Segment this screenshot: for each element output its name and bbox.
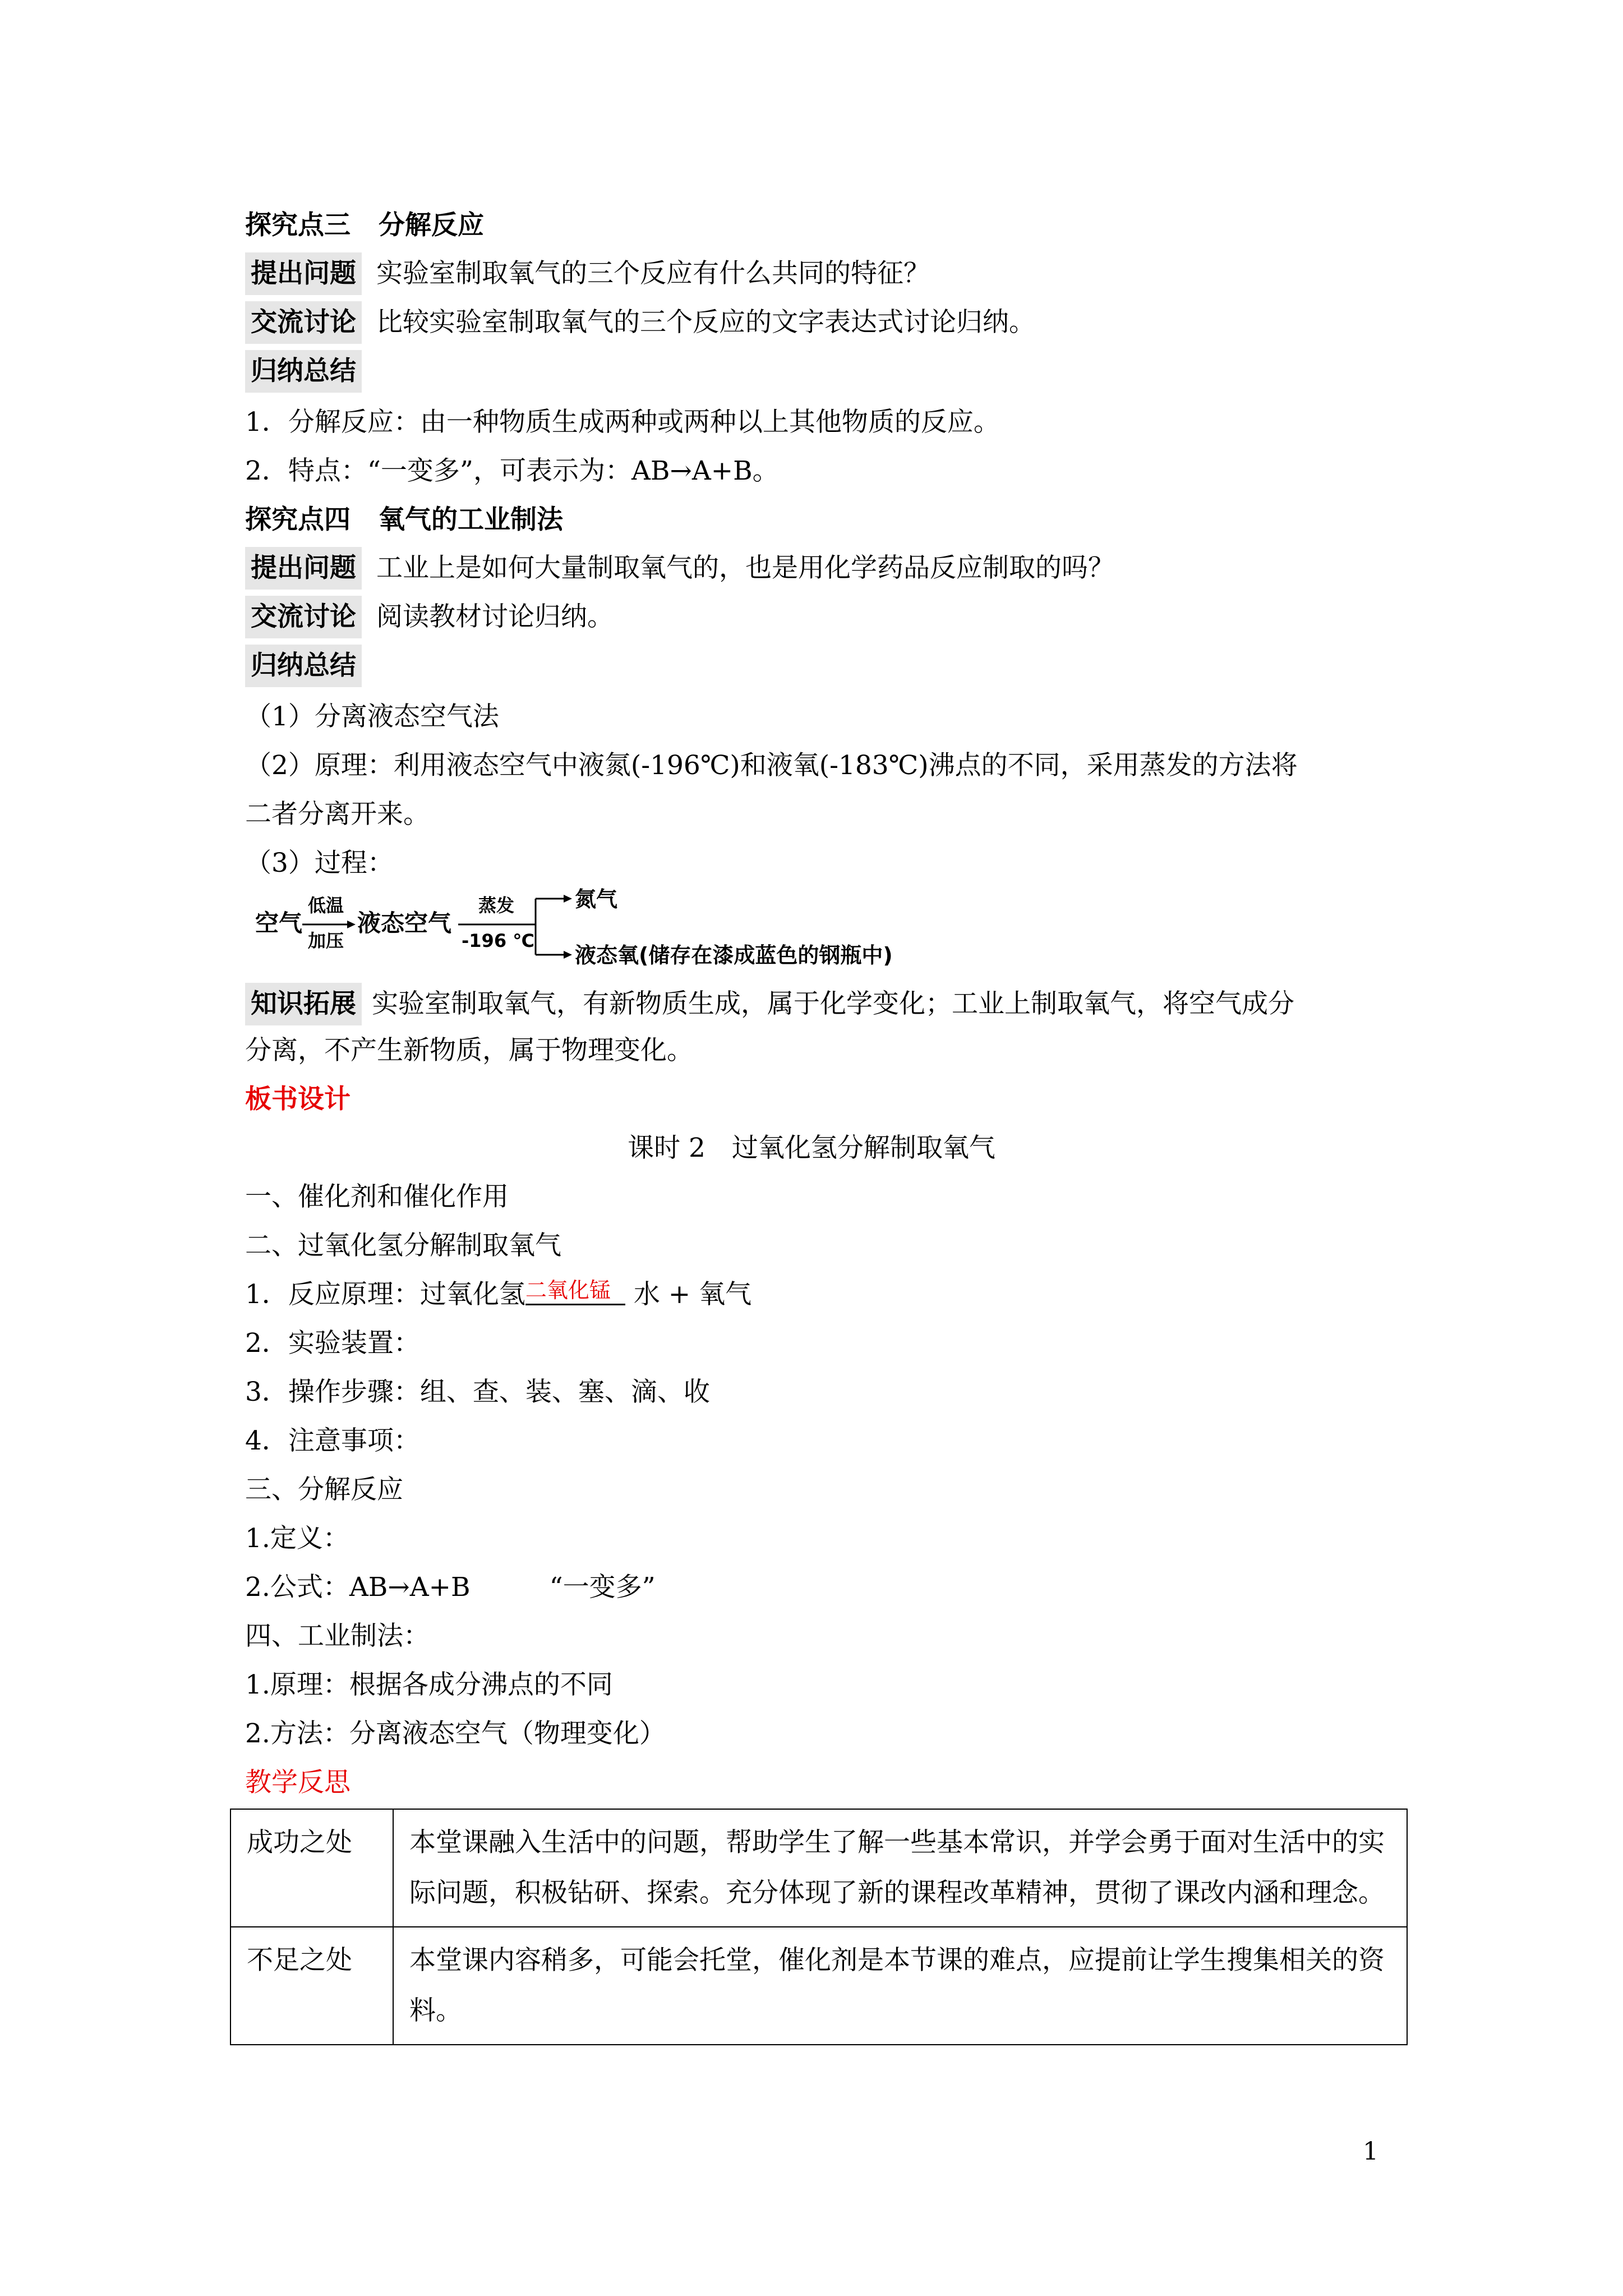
board-line-7: 三、分解反应 [245,1474,403,1505]
tag-raise-question: 提出问题 [245,252,362,295]
tag-discussion: 交流讨论 [245,596,362,638]
reflection-text-success: 本堂课融入生活中的问题，帮助学生了解一些基本常识，并学会勇于面对生活中的实际问题，积极钻研、探索。充分体现了新的课程改革精神，贯彻了课改内涵和理念。 [393,1809,1407,1927]
board-line-9: 2.公式：AB→A+B “一变多” [245,1572,656,1603]
section4-point-2a: （2）原理：利用液态空气中液氮(-196℃)和液氧(-183℃)沸点的不同，采用蒸发的方法将 [245,750,1298,781]
section3-point-2: 2．特点：“一变多”，可表示为：AB→A+B。 [245,455,779,486]
table-row [230,1927,1407,2045]
table-row [230,1809,1407,1927]
reflection-heading: 教学反思 [245,1767,351,1798]
board-line-12: 2.方法：分离液态空气（物理变化） [245,1718,666,1749]
board-line-11: 1.原理：根据各成分沸点的不同 [245,1669,613,1700]
reflection-text-shortcoming: 本堂课内容稍多，可能会托堂，催化剂是本节课的难点，应提前让学生搜集相关的资料。 [393,1927,1407,2045]
diagram-product-liquid-oxygen: 液态氧(储存在漆成蓝色的钢瓶中) [575,943,893,968]
diagram-cond-top: 低温 [308,895,344,916]
board-line-6: 4．注意事项： [245,1425,420,1456]
catalyst-arrow [525,1278,625,1312]
diagram-air: 空气 [255,909,303,937]
diagram-evap-top: 蒸发 [478,895,515,916]
tag-summary: 归纳总结 [245,645,362,687]
diagram-cond-bottom: 加压 [308,930,344,951]
board-title: 课时 2 过氧化氢分解制取氧气 [628,1133,995,1163]
section4-point-2b: 二者分离开来。 [245,799,430,830]
reflection-label-success: 成功之处 [230,1809,393,1927]
board-line-8: 1.定义： [245,1523,349,1554]
section3-point-1: 1．分解反应：由一种物质生成两种或两种以上其他物质的反应。 [245,407,1000,438]
section4-point-3: （3）过程： [245,848,394,878]
page-number: 1 [1363,2137,1378,2166]
board-line-1: 一、催化剂和催化作用 [245,1181,509,1212]
board-design-heading: 板书设计 [245,1084,351,1115]
tag-summary: 归纳总结 [245,350,362,393]
section4-discussion: 交流讨论 阅读教材讨论归纳。 [245,596,614,638]
section4-heading: 探究点四 氧气的工业制法 [245,504,563,535]
air-separation-process-diagram [245,881,974,976]
board-line-4: 2．实验装置： [245,1328,420,1359]
reflection-label-shortcoming: 不足之处 [230,1927,393,2045]
section4-point-1: （1）分离液态空气法 [245,701,499,732]
board-line-3: 1．反应原理：过氧化氢 二氧化锰 水 + 氧气 [245,1278,751,1312]
knowledge-extension-cont: 分离，不产生新物质，属于物理变化。 [245,1035,693,1066]
knowledge-extension: 知识拓展 实验室制取氧气，有新物质生成，属于化学变化；工业上制取氧气，将空气成分 [245,983,1294,1025]
section3-question: 提出问题 实验室制取氧气的三个反应有什么共同的特征？ [245,252,930,295]
tag-knowledge-extension: 知识拓展 [245,983,362,1025]
section3-heading: 探究点三 分解反应 [245,210,484,241]
section3-summary [245,350,376,393]
tag-discussion: 交流讨论 [245,301,362,344]
board-line-5: 3．操作步骤：组、查、装、塞、滴、收 [245,1377,710,1407]
catalyst-label: 二氧化锰 [525,1278,611,1303]
diagram-product-nitrogen: 氮气 [575,887,618,912]
board-line-2: 二、过氧化氢分解制取氧气 [245,1230,561,1261]
board-line-10: 四、工业制法： [245,1621,430,1651]
section4-summary [245,645,376,687]
diagram-evap-bottom: -196 ℃ [462,930,534,951]
diagram-liquid-air: 液态空气 [357,909,452,937]
section3-discussion: 交流讨论 比较实验室制取氧气的三个反应的文字表达式讨论归纳。 [245,301,1035,344]
reflection-table [230,1809,1408,2045]
tag-raise-question: 提出问题 [245,547,362,590]
section4-question: 提出问题 工业上是如何大量制取氧气的，也是用化学药品反应制取的吗？ [245,547,1114,590]
